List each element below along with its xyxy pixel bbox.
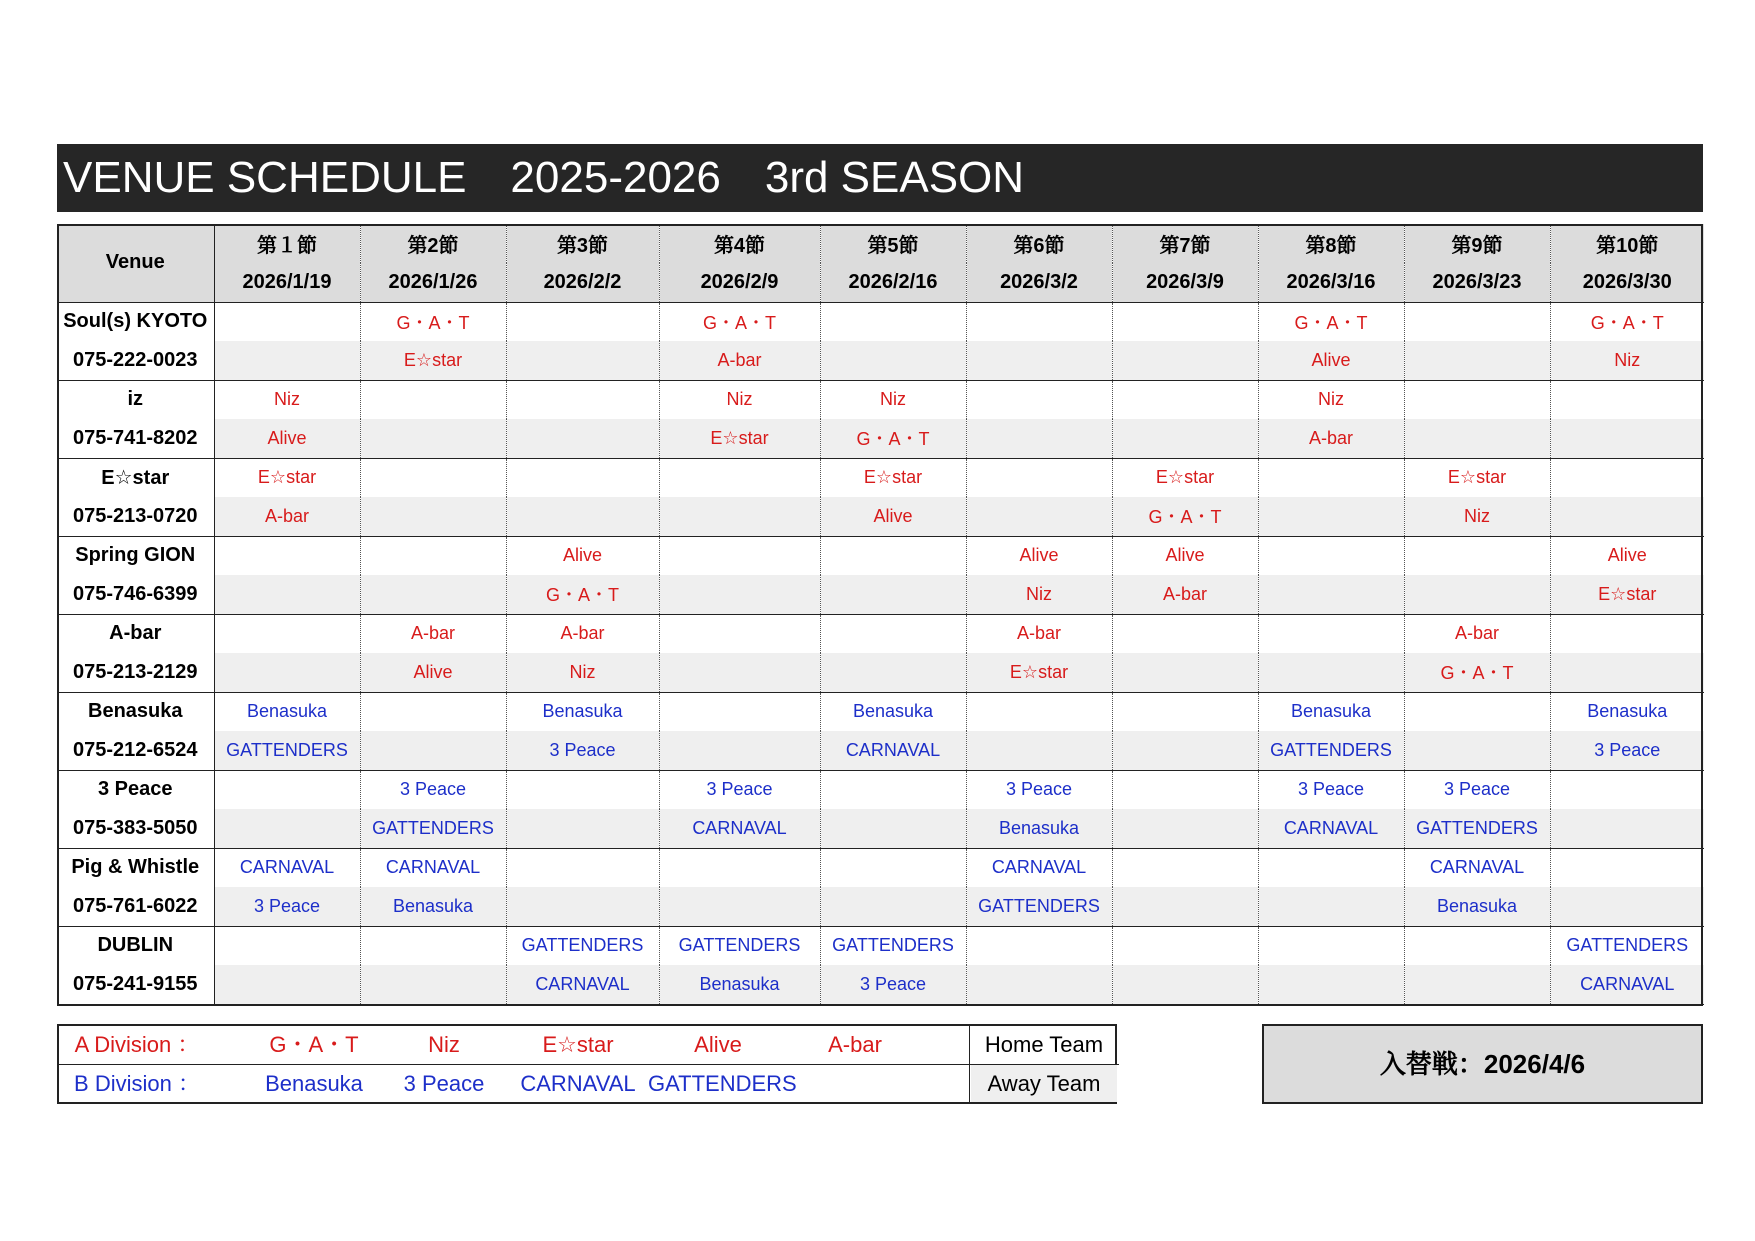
empty-cell	[820, 770, 966, 809]
away-team: 3 Peace	[1550, 731, 1704, 770]
home-team: G・A・T	[659, 302, 820, 341]
home-team: 3 Peace	[360, 770, 506, 809]
round-date: 2026/3/16	[1258, 263, 1404, 302]
venue-name: Spring GION	[57, 536, 214, 575]
away-team: G・A・T	[506, 575, 659, 614]
round-label: 第3節	[506, 224, 659, 263]
venue-column-header: Venue	[57, 224, 214, 302]
round-date: 2026/1/19	[214, 263, 360, 302]
empty-cell	[360, 692, 506, 731]
away-team: CARNAVAL	[506, 965, 659, 1004]
empty-cell	[659, 731, 820, 770]
away-team: Benasuka	[1404, 887, 1550, 926]
round-date: 2026/3/23	[1404, 263, 1550, 302]
home-team: E☆star	[820, 458, 966, 497]
venue-row-phone	[57, 965, 1704, 1004]
away-team: A-bar	[1112, 575, 1258, 614]
legend-division-a	[59, 1026, 1119, 1065]
venue-row	[57, 692, 1704, 731]
venue-row	[57, 458, 1704, 497]
empty-cell	[1112, 653, 1258, 692]
empty-cell	[1404, 575, 1550, 614]
venue-name: E☆star	[57, 458, 214, 497]
empty-cell	[1258, 497, 1404, 536]
home-team: G・A・T	[1550, 302, 1704, 341]
away-team: G・A・T	[820, 419, 966, 458]
venue-row-phone	[57, 653, 1704, 692]
empty-cell	[1112, 614, 1258, 653]
empty-cell	[214, 302, 360, 341]
round-label: 第2節	[360, 224, 506, 263]
venue-row	[57, 302, 1704, 341]
empty-cell	[1112, 887, 1258, 926]
home-team: Niz	[820, 380, 966, 419]
home-team: A-bar	[966, 614, 1112, 653]
round-label: 第9節	[1404, 224, 1550, 263]
division-a-label: A Division ：	[74, 1032, 200, 1057]
away-team: E☆star	[966, 653, 1112, 692]
empty-cell	[214, 926, 360, 965]
empty-cell	[506, 458, 659, 497]
round-label: 第8節	[1258, 224, 1404, 263]
venue-phone: 075-241-9155	[57, 965, 214, 1004]
away-team: GATTENDERS	[1258, 731, 1404, 770]
empty-cell	[820, 536, 966, 575]
empty-cell	[1404, 536, 1550, 575]
empty-cell	[1112, 302, 1258, 341]
home-team: 3 Peace	[1404, 770, 1550, 809]
division-a-team: E☆star	[542, 1032, 614, 1057]
empty-cell	[1550, 809, 1704, 848]
empty-cell	[214, 341, 360, 380]
round-date: 2026/2/9	[659, 263, 820, 302]
division-b-team: CARNAVAL	[520, 1071, 636, 1096]
empty-cell	[659, 653, 820, 692]
away-team: A-bar	[214, 497, 360, 536]
venue-row-phone	[57, 419, 1704, 458]
empty-cell	[659, 614, 820, 653]
empty-cell	[1404, 692, 1550, 731]
venue-phone: 075-741-8202	[57, 419, 214, 458]
empty-cell	[1404, 965, 1550, 1004]
away-team: G・A・T	[1112, 497, 1258, 536]
division-b-label: B Division ：	[74, 1071, 200, 1096]
empty-cell	[360, 419, 506, 458]
empty-cell	[1112, 770, 1258, 809]
empty-cell	[1550, 497, 1704, 536]
empty-cell	[1112, 341, 1258, 380]
away-team: Alive	[1258, 341, 1404, 380]
home-team: Benasuka	[820, 692, 966, 731]
home-team: G・A・T	[360, 302, 506, 341]
away-team: Benasuka	[360, 887, 506, 926]
empty-cell	[1550, 887, 1704, 926]
round-label: 第4節	[659, 224, 820, 263]
empty-cell	[966, 341, 1112, 380]
empty-cell	[1404, 419, 1550, 458]
empty-cell	[360, 926, 506, 965]
away-team: G・A・T	[1404, 653, 1550, 692]
venue-name: iz	[57, 380, 214, 419]
empty-cell	[1258, 848, 1404, 887]
home-team: Niz	[1258, 380, 1404, 419]
away-team: Niz	[506, 653, 659, 692]
venue-name: A-bar	[57, 614, 214, 653]
empty-cell	[1112, 380, 1258, 419]
venue-row-phone	[57, 731, 1704, 770]
division-b-team: GATTENDERS	[648, 1071, 797, 1096]
venue-phone: 075-746-6399	[57, 575, 214, 614]
home-team: Benasuka	[214, 692, 360, 731]
empty-cell	[506, 419, 659, 458]
away-team: GATTENDERS	[966, 887, 1112, 926]
empty-cell	[820, 614, 966, 653]
home-team: 3 Peace	[1258, 770, 1404, 809]
home-team: 3 Peace	[659, 770, 820, 809]
division-a-team: A-bar	[828, 1032, 882, 1057]
round-date: 2026/3/30	[1550, 263, 1704, 302]
venue-phone: 075-213-0720	[57, 497, 214, 536]
venue-row-phone	[57, 575, 1704, 614]
division-b-team: Benasuka	[265, 1071, 363, 1096]
page-title: VENUE SCHEDULE 2025-2026 3rd SEASON	[57, 144, 1703, 212]
home-team: GATTENDERS	[659, 926, 820, 965]
empty-cell	[1258, 653, 1404, 692]
empty-cell	[966, 419, 1112, 458]
away-team: CARNAVAL	[659, 809, 820, 848]
empty-cell	[820, 887, 966, 926]
division-b-team: 3 Peace	[403, 1071, 485, 1096]
away-team: Alive	[820, 497, 966, 536]
empty-cell	[659, 848, 820, 887]
round-date: 2026/2/16	[820, 263, 966, 302]
away-team: 3 Peace	[506, 731, 659, 770]
division-a-team: G・A・T	[269, 1032, 359, 1057]
away-team: Niz	[1404, 497, 1550, 536]
empty-cell	[214, 614, 360, 653]
home-team: Niz	[659, 380, 820, 419]
away-team: A-bar	[1258, 419, 1404, 458]
venue-row-phone	[57, 497, 1704, 536]
empty-cell	[659, 575, 820, 614]
round-date: 2026/1/26	[360, 263, 506, 302]
empty-cell	[659, 497, 820, 536]
away-team: Alive	[214, 419, 360, 458]
empty-cell	[360, 731, 506, 770]
empty-cell	[820, 653, 966, 692]
empty-cell	[966, 692, 1112, 731]
round-label: 第6節	[966, 224, 1112, 263]
empty-cell	[966, 302, 1112, 341]
empty-cell	[1550, 458, 1704, 497]
home-team: Benasuka	[1550, 692, 1704, 731]
empty-cell	[506, 302, 659, 341]
venue-row-phone	[57, 809, 1704, 848]
away-team: GATTENDERS	[360, 809, 506, 848]
empty-cell	[820, 848, 966, 887]
empty-cell	[1258, 458, 1404, 497]
empty-cell	[1550, 614, 1704, 653]
empty-cell	[214, 575, 360, 614]
empty-cell	[1404, 926, 1550, 965]
home-team: GATTENDERS	[1550, 926, 1704, 965]
venue-name: Pig & Whistle	[57, 848, 214, 887]
empty-cell	[659, 887, 820, 926]
empty-cell	[1258, 536, 1404, 575]
venue-phone: 075-212-6524	[57, 731, 214, 770]
round-label: 第１節	[214, 224, 360, 263]
home-team: GATTENDERS	[506, 926, 659, 965]
home-team: Alive	[1550, 536, 1704, 575]
promotion-playoff-date: 入替戦：2026/4/6	[1262, 1024, 1703, 1104]
empty-cell	[360, 497, 506, 536]
schedule-table	[57, 224, 1704, 1005]
home-team: CARNAVAL	[214, 848, 360, 887]
empty-cell	[360, 965, 506, 1004]
away-team: A-bar	[659, 341, 820, 380]
empty-cell	[820, 302, 966, 341]
division-legend	[57, 1024, 1117, 1104]
empty-cell	[1550, 770, 1704, 809]
round-date: 2026/2/2	[506, 263, 659, 302]
empty-cell	[820, 809, 966, 848]
home-team: Benasuka	[506, 692, 659, 731]
away-team: E☆star	[360, 341, 506, 380]
empty-cell	[966, 458, 1112, 497]
venue-row-phone	[57, 887, 1704, 926]
venue-row-phone	[57, 341, 1704, 380]
empty-cell	[820, 575, 966, 614]
round-date: 2026/3/9	[1112, 263, 1258, 302]
home-team: Alive	[966, 536, 1112, 575]
round-date: 2026/3/2	[966, 263, 1112, 302]
home-team-label: Home Team	[984, 1032, 1104, 1057]
venue-row	[57, 848, 1704, 887]
home-team: Benasuka	[1258, 692, 1404, 731]
away-team: CARNAVAL	[1258, 809, 1404, 848]
empty-cell	[506, 887, 659, 926]
empty-cell	[1112, 809, 1258, 848]
empty-cell	[214, 536, 360, 575]
empty-cell	[1112, 692, 1258, 731]
empty-cell	[1550, 848, 1704, 887]
empty-cell	[1550, 653, 1704, 692]
empty-cell	[966, 731, 1112, 770]
venue-phone: 075-383-5050	[57, 809, 214, 848]
empty-cell	[659, 458, 820, 497]
legend-divider	[969, 1026, 970, 1102]
home-team: A-bar	[1404, 614, 1550, 653]
venue-name: Soul(s) KYOTO	[57, 302, 214, 341]
empty-cell	[1258, 614, 1404, 653]
home-team: CARNAVAL	[1404, 848, 1550, 887]
empty-cell	[1404, 380, 1550, 419]
empty-cell	[1258, 887, 1404, 926]
empty-cell	[659, 536, 820, 575]
empty-cell	[1550, 419, 1704, 458]
home-team: G・A・T	[1258, 302, 1404, 341]
empty-cell	[360, 536, 506, 575]
empty-cell	[1112, 731, 1258, 770]
away-team: Niz	[966, 575, 1112, 614]
home-team: E☆star	[214, 458, 360, 497]
empty-cell	[1112, 848, 1258, 887]
empty-cell	[1550, 380, 1704, 419]
empty-cell	[1258, 926, 1404, 965]
home-team: E☆star	[1112, 458, 1258, 497]
away-team: E☆star	[659, 419, 820, 458]
away-team: 3 Peace	[820, 965, 966, 1004]
home-team: Alive	[1112, 536, 1258, 575]
venue-phone: 075-222-0023	[57, 341, 214, 380]
empty-cell	[1258, 575, 1404, 614]
away-team: CARNAVAL	[1550, 965, 1704, 1004]
away-team: Niz	[1550, 341, 1704, 380]
empty-cell	[966, 965, 1112, 1004]
away-team-label: Away Team	[971, 1065, 1117, 1102]
empty-cell	[506, 497, 659, 536]
venue-name: DUBLIN	[57, 926, 214, 965]
venue-row	[57, 536, 1704, 575]
empty-cell	[360, 380, 506, 419]
empty-cell	[214, 770, 360, 809]
empty-cell	[966, 380, 1112, 419]
empty-cell	[506, 848, 659, 887]
home-team: Alive	[506, 536, 659, 575]
empty-cell	[1112, 965, 1258, 1004]
empty-cell	[659, 692, 820, 731]
empty-cell	[214, 809, 360, 848]
round-label: 第10節	[1550, 224, 1704, 263]
venue-row	[57, 380, 1704, 419]
round-label: 第5節	[820, 224, 966, 263]
empty-cell	[360, 458, 506, 497]
venue-row	[57, 614, 1704, 653]
empty-cell	[1258, 965, 1404, 1004]
empty-cell	[820, 341, 966, 380]
empty-cell	[506, 380, 659, 419]
division-a-team: Niz	[428, 1032, 460, 1057]
empty-cell	[1112, 419, 1258, 458]
empty-cell	[1404, 731, 1550, 770]
home-team: GATTENDERS	[820, 926, 966, 965]
home-team: 3 Peace	[966, 770, 1112, 809]
venue-name: Benasuka	[57, 692, 214, 731]
empty-cell	[966, 497, 1112, 536]
empty-cell	[1112, 926, 1258, 965]
home-team: CARNAVAL	[360, 848, 506, 887]
away-team: Alive	[360, 653, 506, 692]
empty-cell	[506, 341, 659, 380]
empty-cell	[1404, 341, 1550, 380]
home-team: A-bar	[360, 614, 506, 653]
empty-cell	[506, 770, 659, 809]
empty-cell	[966, 926, 1112, 965]
away-team: GATTENDERS	[214, 731, 360, 770]
venue-row	[57, 926, 1704, 965]
venue-name: 3 Peace	[57, 770, 214, 809]
home-team: E☆star	[1404, 458, 1550, 497]
empty-cell	[214, 653, 360, 692]
away-team: GATTENDERS	[1404, 809, 1550, 848]
venue-row	[57, 770, 1704, 809]
home-team: CARNAVAL	[966, 848, 1112, 887]
home-team: A-bar	[506, 614, 659, 653]
away-team: Benasuka	[659, 965, 820, 1004]
empty-cell	[214, 965, 360, 1004]
away-team: Benasuka	[966, 809, 1112, 848]
venue-phone: 075-761-6022	[57, 887, 214, 926]
empty-cell	[1404, 302, 1550, 341]
venue-phone: 075-213-2129	[57, 653, 214, 692]
empty-cell	[506, 809, 659, 848]
division-a-team: Alive	[694, 1032, 742, 1057]
away-team: 3 Peace	[214, 887, 360, 926]
away-team: E☆star	[1550, 575, 1704, 614]
empty-cell	[360, 575, 506, 614]
round-label: 第7節	[1112, 224, 1258, 263]
away-team: CARNAVAL	[820, 731, 966, 770]
home-team: Niz	[214, 380, 360, 419]
